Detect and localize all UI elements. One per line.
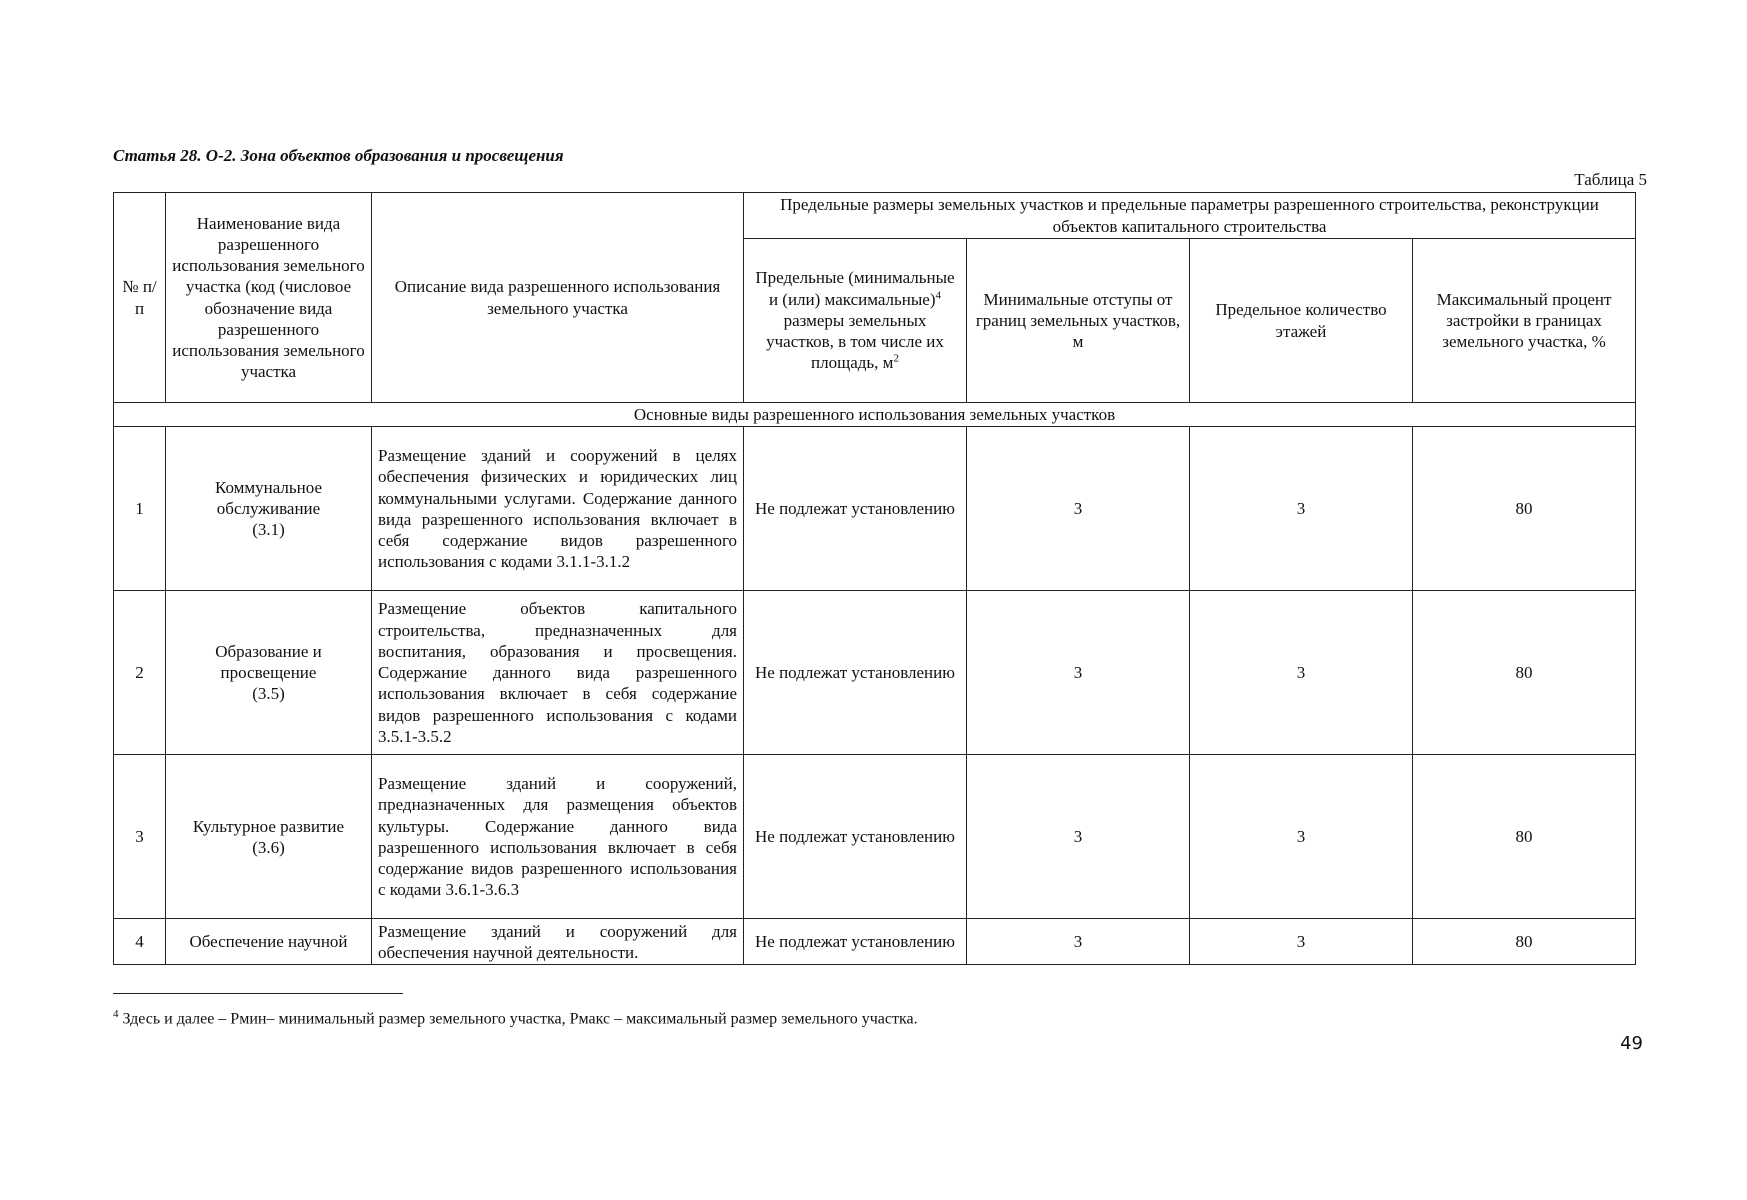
header-sizes-b: размеры земельных участков, в том числе их площадь, м (766, 310, 944, 373)
header-sizes-a: Предельные (минимальные и (или) максимальные) (755, 268, 955, 309)
header-name: Наименование вида разрешенного использования земельного участка (код (числовое обозначение вида разрешенного использования земельного участка (166, 193, 372, 403)
row-name (166, 427, 372, 591)
section-row (114, 403, 1636, 427)
row-name-text: Культурное развитие (192, 816, 345, 836)
header-sizes-unit-sup: 2 (893, 352, 899, 365)
table-row (114, 427, 1636, 591)
row-coverage: 80 (1413, 755, 1636, 919)
row-setbacks: 3 (967, 919, 1190, 965)
row-setbacks: 3 (967, 591, 1190, 755)
row-code: (3.5) (252, 684, 285, 704)
row-name (166, 755, 372, 919)
row-setbacks: 3 (967, 755, 1190, 919)
row-coverage: 80 (1413, 919, 1636, 965)
row-num: 3 (114, 755, 166, 919)
header-coverage: Максимальный процент застройки в границах земельного участка, % (1413, 239, 1636, 403)
regulations-table (113, 192, 1636, 965)
row-description: Размещение объектов капитального строительства, предназначенных для воспитания, образования и просвещения. Содержание данного вида разрешенного использования включает в себя содержание видов разрешенного использования с кодами 3.5.1-3.5.2 (372, 591, 744, 755)
row-num: 4 (114, 919, 166, 965)
footnote-marker: 4 (113, 1008, 119, 1020)
header-limits-group: Предельные размеры земельных участков и предельные параметры разрешенного строительства, реконструкции объектов капитального строительства (744, 193, 1636, 239)
header-row-1 (114, 193, 1636, 239)
table-label: Таблица 5 (1574, 170, 1647, 189)
footnote-text: Здесь и далее – Pмин– минимальный размер земельного участка, Pмакс – максимальный размер земельного участка. (122, 1010, 918, 1028)
row-setbacks: 3 (967, 427, 1190, 591)
row-num: 2 (114, 591, 166, 755)
row-floors: 3 (1190, 919, 1413, 965)
table-row (114, 591, 1636, 755)
header-floors: Предельное количество этажей (1190, 239, 1413, 403)
footnote (113, 1008, 918, 1028)
footnote-separator (113, 993, 403, 994)
row-sizes: Не подлежат установлению (744, 427, 967, 591)
row-name (166, 591, 372, 755)
row-floors: 3 (1190, 591, 1413, 755)
row-floors: 3 (1190, 755, 1413, 919)
article-title: Статья 28. О-2. Зона объектов образования и просвещения (113, 146, 564, 165)
row-code: (3.1) (252, 520, 285, 540)
row-code: (3.6) (252, 837, 285, 857)
row-description: Размещение зданий и сооружений, предназначенных для размещения объектов культуры. Содержание данного вида разрешенного использования включает в себя содержание видов разрешенного использования с кодами 3.6.1-3.6.3 (372, 755, 744, 919)
row-floors: 3 (1190, 427, 1413, 591)
header-sizes (744, 239, 967, 403)
header-description: Описание вида разрешенного использования земельного участка (372, 193, 744, 403)
row-description: Размещение зданий и сооружений в целях обеспечения физических и юридических лиц коммунальными услугами. Содержание данного вида разрешенного использования включает в себя содержание видов разрешенного использования с кодами 3.1.1-3.1.2 (372, 427, 744, 591)
row-name: Обеспечение научной (166, 919, 372, 965)
row-num: 1 (114, 427, 166, 591)
row-name-text: Коммунальное обслуживание (214, 477, 323, 519)
page-number: 49 (1620, 1033, 1643, 1054)
row-sizes: Не подлежат установлению (744, 591, 967, 755)
table-row (114, 919, 1636, 965)
header-setbacks: Минимальные отступы от границ земельных участков, м (967, 239, 1190, 403)
section-title: Основные виды разрешенного использования земельных участков (114, 403, 1636, 427)
row-coverage: 80 (1413, 427, 1636, 591)
header-num: № п/п (114, 193, 166, 403)
row-sizes: Не подлежат установлению (744, 755, 967, 919)
row-name-text: Образование и просвещение (215, 641, 322, 683)
header-sizes-footnote-ref: 4 (935, 288, 942, 301)
table-row (114, 755, 1636, 919)
row-description: Размещение зданий и сооружений для обеспечения научной деятельности. (372, 919, 744, 965)
row-sizes: Не подлежат установлению (744, 919, 967, 965)
row-coverage: 80 (1413, 591, 1636, 755)
